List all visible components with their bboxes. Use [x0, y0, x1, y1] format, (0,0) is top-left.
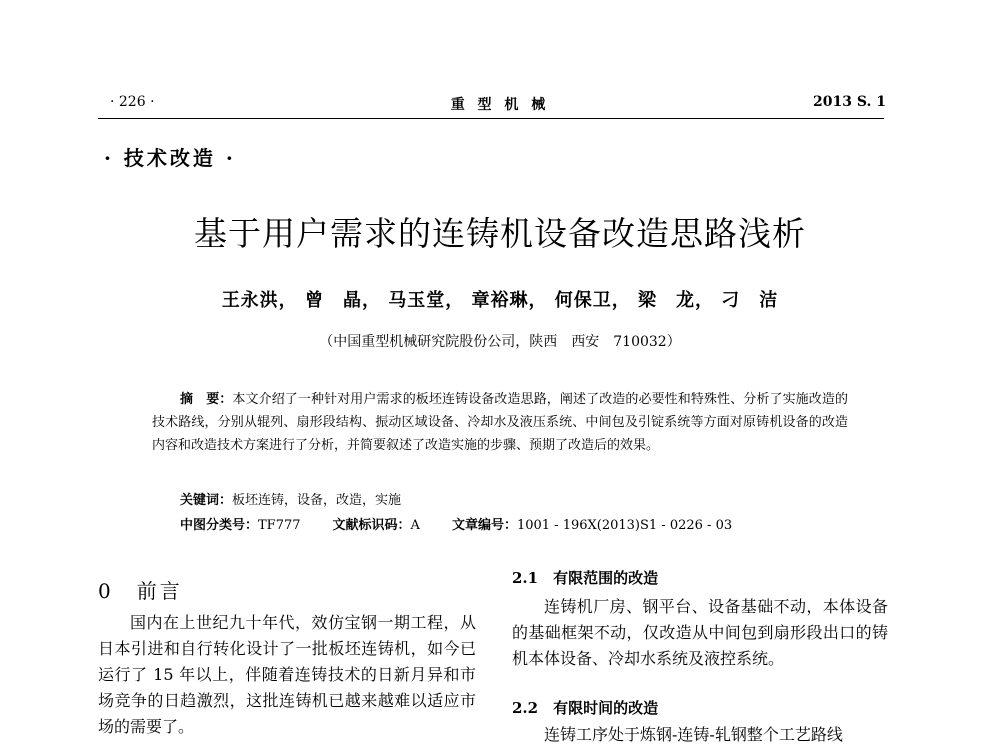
- section-0-heading: 0 前言: [98, 579, 183, 603]
- abstract: [152, 388, 848, 457]
- section-2-2-body: [512, 722, 888, 748]
- issue-number: 2013 S. 1: [813, 94, 886, 110]
- section-0-body: [98, 610, 476, 740]
- section-2-1-body: [512, 594, 888, 672]
- doc-code-label: 文献标识码：: [332, 518, 411, 533]
- doc-code-value: A: [410, 518, 420, 533]
- paper-title: 基于用户需求的连铸机设备改造思路浅析: [194, 214, 806, 253]
- header-rule: [98, 118, 884, 119]
- section-tag: · 技术改造 ·: [104, 146, 236, 170]
- keywords-text: 板坯连铸，设备，改造，实施: [232, 493, 402, 508]
- abstract-text: 本文介绍了一种针对用户需求的板坯连铸设备改造思路，阐述了改造的必要性和特殊性、分析了实施改造的技术路线，分别从辊列、扇形段结构、振动区域设备、冷却水及液压系统、中间包及引锭系统等方面对原铸机设备的改造内容和改造技术方案进行了分析，并简要叙述了改造实施的步骤、预期了改造后的效果。: [152, 392, 848, 453]
- keywords: [180, 489, 401, 508]
- affiliation: （中国重型机械研究院股份公司，陕西 西安 710032）: [319, 334, 681, 350]
- section-0-text: 国内在上世纪九十年代，效仿宝钢一期工程，从日本引进和自行转化设计了一批板坯连铸机，如今已运行了 15 年以上，伴随着连铸技术的日新月异和市场竞争的日趋激烈，这批连铸机已越来越难以适应市场的需要了。: [98, 613, 476, 736]
- section-2-2-text: 连铸工序处于炼钢-连铸-轧钢整个工艺路线: [544, 725, 843, 744]
- authors: 王永洪， 曾 晶， 马玉堂， 章裕琳， 何保卫， 梁 龙， 刁 洁: [221, 290, 779, 311]
- article-number-value: 1001 - 196X(2013)S1 - 0226 - 03: [516, 518, 733, 533]
- page-number: · 226 ·: [110, 94, 155, 110]
- abstract-label: 摘 要：: [180, 392, 233, 407]
- article-number-label: 文章编号：: [451, 518, 517, 533]
- section-2-1-heading: 2.1 有限范围的改造: [512, 569, 659, 587]
- clc-value: TF777: [258, 518, 301, 533]
- section-2-2-heading: 2.2 有限时间的改造: [512, 699, 659, 717]
- classification-line: [180, 514, 732, 533]
- keywords-label: 关键词：: [180, 493, 233, 508]
- section-2-1-text: 连铸机厂房、钢平台、设备基础不动，本体设备的基础框架不动，仅改造从中间包到扇形段出口的铸机本体设备、冷却水系统及液控系统。: [512, 597, 888, 668]
- clc-label: 中图分类号：: [180, 518, 259, 533]
- journal-name: 重 型 机 械: [450, 97, 550, 113]
